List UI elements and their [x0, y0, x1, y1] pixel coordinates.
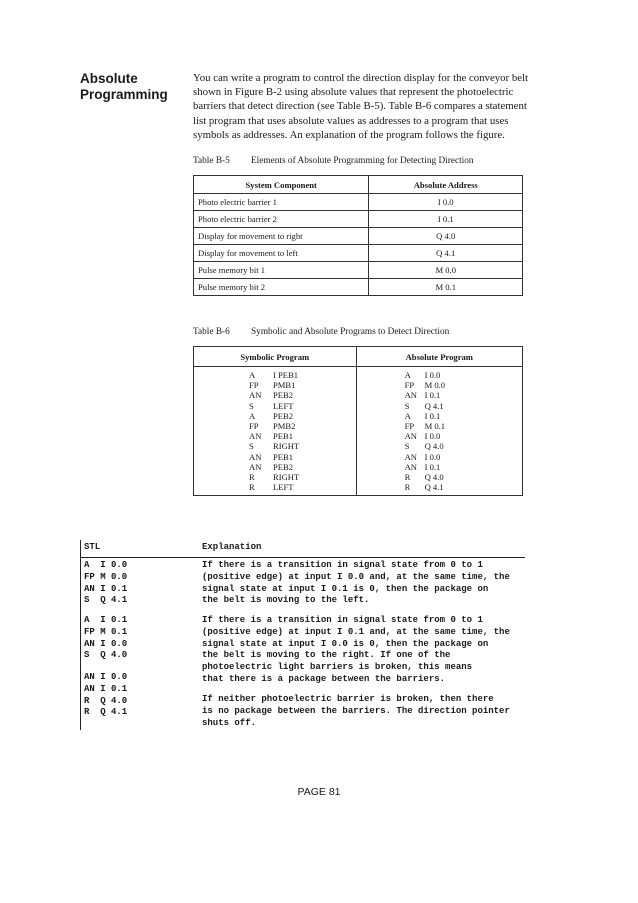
- program-line: [405, 472, 522, 482]
- explanation-line: If there is a transition in signal state from 0 to 1: [202, 615, 483, 625]
- operation: AN: [249, 461, 262, 472]
- operation: S: [249, 441, 254, 452]
- operation: R: [404, 482, 411, 493]
- operand: Q 4.0: [424, 472, 444, 483]
- explanation-block: [202, 694, 510, 729]
- operand: I PEB1: [273, 370, 299, 380]
- table-b6-number: Table B-6: [193, 327, 230, 337]
- program-line: [249, 390, 356, 400]
- column-header-absolute: Absolute Program: [356, 347, 522, 367]
- table-row: [194, 279, 523, 296]
- operand: Q 4.1: [424, 400, 444, 411]
- operand: RIGHT: [273, 472, 300, 483]
- stl-line: FP M 0.0: [84, 571, 128, 582]
- explanation-line: If there is a transition in signal state from 0 to 1: [202, 560, 483, 570]
- operation: AN: [249, 390, 262, 401]
- operation: FP: [404, 421, 415, 432]
- stl-line: R Q 4.1: [84, 707, 128, 718]
- program-line: [249, 431, 356, 441]
- program-line: [249, 411, 356, 421]
- column-header-symbolic: Symbolic Program: [194, 347, 357, 367]
- stl-line: AN I 0.1: [84, 683, 128, 694]
- section-heading: [80, 71, 175, 103]
- table-b5-caption: [193, 156, 474, 166]
- operation: FP: [249, 421, 259, 432]
- explanation-line: (positive edge) at input I 0.0 and, at the same time, the: [202, 571, 510, 582]
- address-cell: M 0.0: [369, 262, 523, 279]
- operand: I 0.0: [424, 451, 441, 462]
- stl-block: [84, 615, 127, 662]
- page-number: PAGE 81: [297, 786, 341, 798]
- program-line: [405, 421, 522, 431]
- operation: S: [404, 441, 410, 452]
- stl-line: A I 0.0: [84, 560, 128, 570]
- table-row: [194, 367, 523, 496]
- operand: Q 4.0: [424, 441, 444, 452]
- explanation-line: the belt is moving to the left.: [202, 595, 370, 606]
- explanation-line: is no package between the barriers. The direction pointer: [202, 705, 510, 716]
- explanation-line: signal state at input I 0.1 is 0, then the package on: [202, 583, 489, 594]
- table-row: [194, 194, 523, 211]
- intro-line: shown in Figure B-2 using absolute values that represent the photoelectric: [193, 86, 514, 99]
- stl-line: AN I 0.0: [84, 638, 128, 649]
- operation: A: [404, 370, 411, 380]
- component-cell: Photo electric barrier 1: [194, 194, 369, 211]
- operation: AN: [249, 431, 262, 442]
- program-line: [405, 380, 522, 390]
- operand: PEB2: [273, 461, 294, 472]
- explanation-column-header: Explanation: [202, 542, 262, 552]
- operation: A: [249, 370, 256, 380]
- explanation-block: [202, 560, 510, 607]
- intro-line: barriers that detect direction (see Table B-5). Table B-6 compares a statement: [193, 100, 527, 113]
- operand: PMB1: [273, 380, 296, 391]
- explanation-line: the belt is moving to the right. If one of the: [202, 650, 451, 661]
- table-b5: [193, 175, 523, 296]
- table-header-row: [194, 347, 523, 367]
- stl-column-header: STL: [84, 542, 101, 552]
- program-line: [249, 421, 356, 431]
- absolute-program-cell: [356, 367, 522, 496]
- address-cell: I 0.0: [369, 194, 523, 211]
- operand: PEB2: [273, 410, 294, 421]
- intro-line: You can write a program to control the direction display for the conveyor belt: [193, 72, 529, 84]
- figure-header-divider: [81, 557, 525, 558]
- table-b5-title: Elements of Absolute Programming for Detecting Direction: [251, 156, 474, 166]
- table-row: [194, 228, 523, 245]
- program-line: [405, 482, 522, 492]
- address-cell: Q 4.1: [369, 245, 523, 262]
- table-row: [194, 245, 523, 262]
- program-line: [249, 370, 356, 380]
- explanation-line: (positive edge) at input I 0.1 and, at the same time, the: [202, 626, 510, 637]
- program-line: [249, 401, 356, 411]
- operation: AN: [404, 461, 417, 472]
- program-line: [249, 441, 356, 451]
- program-line: [405, 462, 522, 472]
- program-line: [405, 431, 522, 441]
- address-cell: M 0.1: [369, 279, 523, 296]
- operation: S: [249, 400, 254, 411]
- program-line: [249, 380, 356, 390]
- operand: I 0.1: [424, 410, 441, 421]
- operation: AN: [404, 431, 417, 442]
- operand: I 0.1: [424, 461, 441, 472]
- operand: PEB1: [273, 451, 294, 462]
- address-cell: Q 4.0: [369, 228, 523, 245]
- symbolic-program-list: [249, 370, 356, 492]
- intro-paragraph: [193, 71, 538, 142]
- table-row: [194, 211, 523, 228]
- program-line: [249, 462, 356, 472]
- operation: A: [249, 410, 256, 421]
- program-line: [405, 441, 522, 451]
- table-header-row: [194, 176, 523, 194]
- stl-line: A I 0.1: [84, 615, 128, 625]
- component-cell: Photo electric barrier 2: [194, 211, 369, 228]
- stl-block: [84, 672, 127, 719]
- operation: R: [249, 482, 255, 493]
- explanation-block: [202, 615, 510, 686]
- operation: R: [249, 472, 255, 483]
- column-header-component: System Component: [194, 176, 369, 194]
- operation: AN: [249, 451, 262, 462]
- stl-line: FP M 0.1: [84, 626, 128, 637]
- address-cell: I 0.1: [369, 211, 523, 228]
- operand: I 0.0: [424, 370, 441, 380]
- program-line: [405, 411, 522, 421]
- program-line: [405, 390, 522, 400]
- explanation-line: that there is a package between the barriers.: [202, 673, 446, 684]
- stl-block: [84, 560, 127, 607]
- component-cell: Display for movement to left: [194, 245, 369, 262]
- operand: I 0.1: [424, 390, 441, 401]
- program-line: [249, 452, 356, 462]
- explanation-line: If neither photoelectric barrier is broken, then there: [202, 694, 494, 704]
- operation: A: [404, 410, 411, 421]
- explanation-line: shuts off.: [202, 717, 257, 728]
- component-cell: Display for movement to right: [194, 228, 369, 245]
- section-heading-line2: Programming: [80, 87, 168, 102]
- operand: M 0.0: [424, 380, 446, 391]
- operand: RIGHT: [273, 441, 300, 452]
- operation: R: [404, 472, 411, 483]
- stl-line: S Q 4.0: [84, 650, 128, 661]
- stl-line: AN I 0.1: [84, 583, 128, 594]
- stl-line: AN I 0.0: [84, 672, 128, 682]
- intro-line: list program that uses absolute values as addresses to a program that uses: [193, 114, 509, 127]
- explanation-line: signal state at input I 0.0 is 0, then the package on: [202, 638, 489, 649]
- explanation-line: photoelectric light barriers is broken, this means: [202, 662, 473, 673]
- table-b6-title: Symbolic and Absolute Programs to Detect Direction: [251, 327, 450, 337]
- table-b6: [193, 346, 523, 496]
- table-b6-caption: [193, 327, 449, 337]
- operation: AN: [404, 390, 417, 401]
- component-cell: Pulse memory bit 1: [194, 262, 369, 279]
- program-line: [249, 472, 356, 482]
- section-heading-line1: Absolute: [80, 71, 138, 86]
- stl-line: S Q 4.1: [84, 595, 128, 606]
- intro-line: symbols as addresses. An explanation of the program follows the figure.: [193, 128, 505, 141]
- operand: PEB2: [273, 390, 294, 401]
- program-line: [405, 370, 522, 380]
- operand: LEFT: [273, 482, 294, 493]
- component-cell: Pulse memory bit 2: [194, 279, 369, 296]
- operand: I 0.0: [424, 431, 441, 442]
- operand: LEFT: [273, 400, 294, 411]
- table-b5-number: Table B-5: [193, 156, 230, 166]
- table-row: [194, 262, 523, 279]
- operation: AN: [404, 451, 417, 462]
- operand: PEB1: [273, 431, 294, 442]
- program-line: [405, 401, 522, 411]
- stl-line: R Q 4.0: [84, 695, 128, 706]
- operation: FP: [404, 380, 415, 391]
- absolute-program-list: [405, 370, 522, 492]
- program-line: [405, 452, 522, 462]
- symbolic-program-cell: [194, 367, 357, 496]
- operation: FP: [249, 380, 259, 391]
- operation: S: [404, 400, 410, 411]
- operand: M 0.1: [424, 421, 446, 432]
- operand: PMB2: [273, 421, 296, 432]
- operand: Q 4.1: [424, 482, 444, 493]
- program-line: [249, 482, 356, 492]
- column-header-address: Absolute Address: [369, 176, 523, 194]
